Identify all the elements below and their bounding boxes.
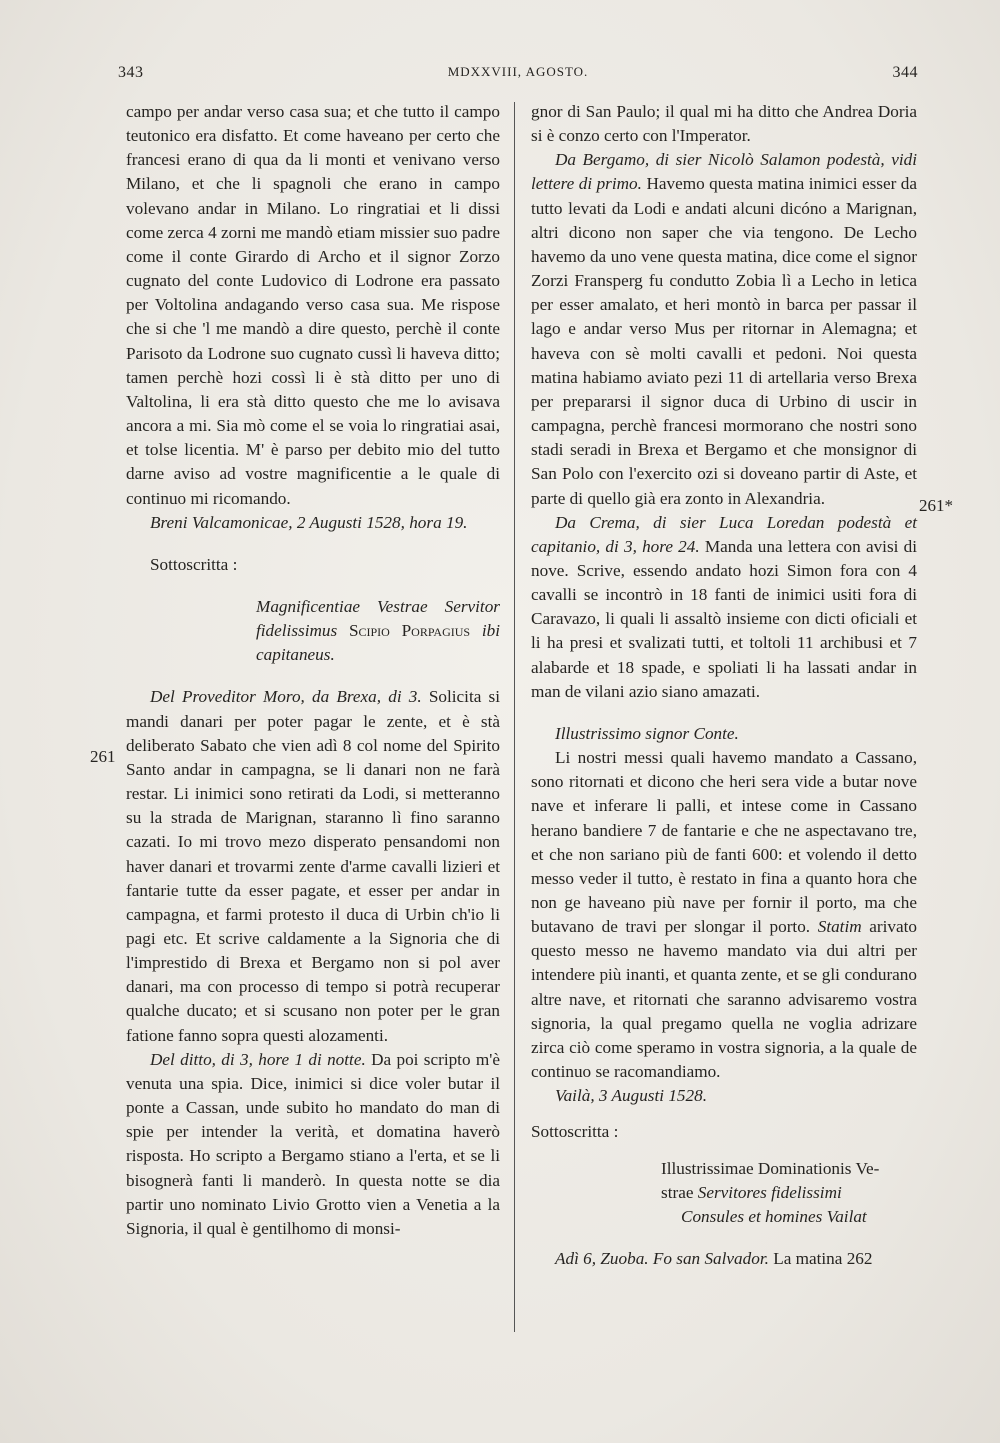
signature-line: Consules et homines Vailat — [681, 1206, 867, 1226]
date-line: Breni Valcamonicae, 2 Augusti 1528, hora 19. — [150, 512, 468, 532]
margin-number-right: 261* — [919, 496, 953, 515]
page-number-right: 344 — [892, 64, 918, 81]
column-divider — [514, 102, 515, 1332]
left-column — [126, 100, 500, 1241]
letter-address: Illustrissimo signor Conte. — [555, 723, 739, 743]
paragraph: Da Crema, di sier Luca Loredan podestà et capitanio, di 3, hore 24. Manda una lettera con avisi di nove. Scrive, essendo andato hozi Simon fora con 4 cavalli se incontrò in 18 fanti de inimici usiti fora di Caravazo, li quali li assaltò insieme con dicti oficiali et li ha presi et svalizati tutti, et toltoli 11 archibusi et 7 alabarde et 18 spade, e spoliati li ha lassati andar in man de vilani azio siano amazati. — [531, 512, 917, 701]
running-title: MDXXVIII, AGOSTO. — [447, 64, 589, 79]
date-line: Vailà, 3 Augusti 1528. — [555, 1086, 707, 1106]
paragraph: Li nostri messi quali havemo mandato a Cassano, sono ritornati et dicono che heri sera vide a butar nove nave et inferare li palli, et intese come in Cassano herano bandiere 7 de fantarie e che ne aspectavano tre, et che non sariano più de fanti 600: et volendo il detto messo veder il tutto, è restato in fina a quanto hora che non ge haveano più nave per fornir il porto, ma che butavano de travi per slongar il porto. Statim arivato questo messo ne havemo mandato via dui altri per intendere più inanti, et quanta zente, et se gli condurano altre nave, et ritornati che saranno advisaremo vostra signoria, la qual pregamo quella ne voglia adrizare zirca ciò come speramo in vostra signoria, a la quale de continuo se racomandiamo. — [531, 748, 918, 1082]
running-header — [118, 64, 918, 88]
margin-number-left: 261 — [90, 747, 116, 766]
paragraph: campo per andar verso casa sua; et che tutto il campo teutonico era disfatto. Et come haveano per certo che francesi erano di qua da li monti et venivano verso Milano, et che li spagnoli che erano in campo volevano andar in Milano. Lo ringratiai et li dissi come zerca 4 zorni me mandò etiam missier suo padre come il conte Girardo di Archo et il signor Zorzo cugnato del conte Ludovico di Lodrone era passato per Voltolina andagando verso casa sua. Me rispose che si che 'l me mandò a dire questo, perchè il conte Parisoto da Lodrone suo cugnato cussì li haveva ditto; tamen perchè hozi cossì li è stà ditto per uno di Valtolina, li era stà ditto questo che me lo avisava ancora a mi. Sia mò come el se voia lo ringratiai asai, et tolse licentia. M' è parso per debito mio del tutto darne aviso ad vostre magnificentie a le quale di continuo mi ricomando. — [126, 102, 500, 508]
paragraph: Del Proveditor Moro, da Brexa, di 3. Solicita si mandi danari per poter pagar le zente, et è stà deliberato Sabato che vien adì 8 col nome del Spirito Santo andar in campagna, se li danari non ne farà restar. Li inimici sono retirati da Lodi, si metteranno su la strada de Marignan, staranno lì fino saranno cazati. Io mi trovo mezo disperato pensandomi non haver danari et trovarmi zente d'arme cavalli lizieri et fantarie tutte da esser pagate, et esser per andar in campagna, et farmi protesto il duca di Urbin ch'io li pagi etc. Et scrive caldamente a la Signoria che di l'imprestido di Brexa et Bergamo non si pol aver danari, ma con processo di tempo si potrà recuperar qualche ducato; et si scusano non poter per le gran fatione fanno sopra questi alozamenti. — [126, 687, 500, 1045]
signature-line: strae Servitores fidelissimi — [661, 1182, 842, 1202]
paragraph: Da Bergamo, di sier Nicolò Salamon podestà, vidi lettere di primo. Havemo questa matina inimici esser da tutto levati da Lodi e andati alcuni dicóno a Marignan, altri dicono non saper che via tengono. De Lecho havemo da uno vene questa matina, dice come el signor Zorzi Fransperg fu condutto Zobia lì a Lecho in letica per esser amalato, et heri montò in barca per passar il lago e andar verso Mus per ritornar in Alemagna; et haveva con sè molti cavalli et pedoni. Noi questa matina habiamo aviato pezi 11 di artellaria verso Brexa per prepararsi il signor duca di Urbino di uscir in campagna, perchè francesi mormorano che nostri sono stadi seradi in Brexa et Bergamo et che monsignor di San Polo con l'exercito ozi si doveano partir di Aste, et parte di quello già era zonto in Alexandria. — [531, 150, 917, 508]
paragraph: Adì 6, Zuoba. Fo san Salvador. La matina 262 — [555, 1249, 873, 1269]
signature: Magnificentiae Vestrae Servitor fidelissimus Scipio Porpagius ibi capitaneus. — [256, 596, 500, 665]
page-number-left: 343 — [118, 64, 144, 81]
signature-line: Illustrissimae Dominationis Ve- — [661, 1158, 880, 1178]
subscription-label: Sottoscritta : — [531, 1122, 619, 1142]
right-column — [531, 100, 917, 1271]
subscription-label: Sottoscritta : — [150, 554, 238, 574]
paragraph: gnor di San Paulo; il qual mi ha ditto che Andrea Doria si è conzo certo con l'Imperator. — [531, 102, 917, 146]
paragraph: Del ditto, di 3, hore 1 di notte. Da poi scripto m'è venuta una spia. Dice, inimici si dice voler butar il ponte a Cassan, unde subito ho mandato do man di spie per intender la verità, et domatina haverò risposta. Ho scripto a Bergamo stiano a l'erta, et se li bisognerà fanti li manderò. In questa notte se dia partir uno nominato Livio Grotto vien a Venetia a la Signoria, il qual è gentilhomo di monsi- — [126, 1049, 500, 1238]
